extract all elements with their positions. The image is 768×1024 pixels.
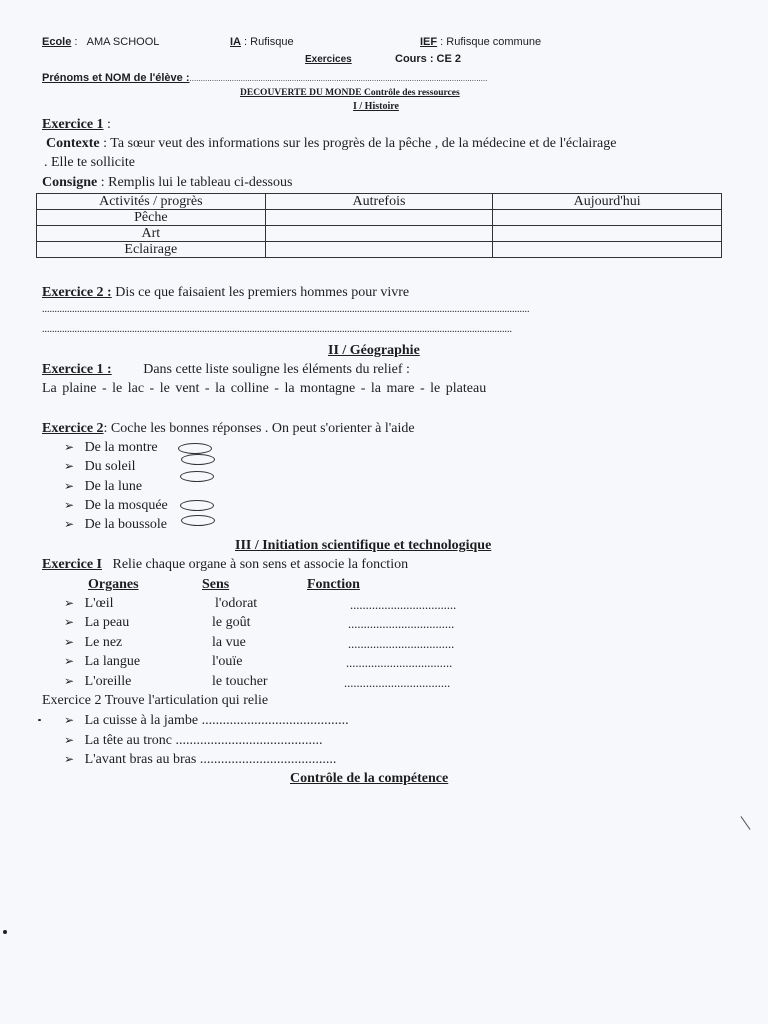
organe-label: L'oreille (84, 674, 132, 689)
checkbox-oval[interactable] (178, 443, 212, 454)
table-header-cell: Activités / progrès (37, 194, 266, 210)
checkbox-oval[interactable] (181, 454, 215, 465)
organe-label: L'œil (84, 596, 114, 611)
table-row-label: Art (37, 226, 266, 242)
table-header-cell: Aujourd'hui (493, 194, 722, 210)
arrow-bullet-icon: ➢ (64, 517, 75, 531)
table-row (37, 242, 722, 258)
ia-label: IA (230, 36, 241, 48)
col-organes: Organes (88, 577, 139, 592)
articulation-item (64, 733, 323, 749)
table-answer-cell[interactable] (265, 242, 493, 258)
geo-ex2-text: : Coche les bonnes réponses . On peut s'orienter à l'aide (103, 421, 415, 436)
articulation-item (64, 752, 336, 768)
histoire-ex2-line (42, 285, 409, 301)
choice-label: Du soleil (84, 459, 136, 474)
table-answer-cell[interactable] (265, 226, 493, 242)
arrow-bullet-icon: ➢ (64, 752, 75, 766)
arrow-bullet-icon: ➢ (64, 733, 75, 747)
checkbox-oval[interactable] (180, 500, 214, 511)
ief-value: Rufisque commune (446, 36, 542, 48)
sens-item[interactable]: la vue (212, 635, 246, 650)
table-row (37, 226, 722, 242)
sci-ex1-text: Relie chaque organe à son sens et associe la fonction (112, 557, 409, 572)
arrow-bullet-icon: ➢ (64, 498, 75, 512)
ecole-line: Ecole : AMA SCHOOL (42, 36, 160, 48)
organe-item[interactable] (64, 635, 122, 651)
choice-item (64, 517, 167, 533)
answer-dots-line[interactable]: ............................................................................................................................................................................................ (42, 324, 512, 335)
table-answer-cell[interactable] (493, 226, 722, 242)
scan-speck (38, 719, 41, 721)
arrow-bullet-icon: ➢ (64, 654, 75, 668)
answer-dots-line[interactable]: ................................................................................................................................................................................................... (42, 304, 530, 315)
arrow-bullet-icon: ➢ (64, 615, 75, 629)
fonction-dots[interactable]: .................................. (350, 598, 457, 612)
col-fonction: Fonction (307, 577, 360, 592)
table-header-cell: Autrefois (265, 194, 493, 210)
organe-item[interactable] (64, 654, 140, 670)
ecole-value: AMA SCHOOL (86, 36, 160, 48)
histoire-ex1-heading: Exercice 1 : (42, 117, 111, 132)
choice-item (64, 479, 142, 495)
contexte-line: Contexte : Ta sœur veut des informations sur les progrès de la pêche , de la médecine et de l'éclairage (46, 136, 617, 151)
scan-mark (741, 816, 751, 830)
arrow-bullet-icon: ➢ (64, 713, 75, 727)
checkbox-oval[interactable] (181, 515, 215, 526)
eleve-dots: ...................................................................................................................................... (189, 74, 488, 83)
organe-item[interactable] (64, 615, 129, 631)
cours-label: Cours : CE 2 (395, 53, 462, 65)
sci-ex1-label: Exercice I (42, 557, 102, 572)
fonction-dots[interactable]: .................................. (348, 637, 455, 651)
ief-label: IEF (420, 36, 438, 48)
checkbox-oval[interactable] (180, 471, 214, 482)
eleve-line (42, 72, 487, 84)
organe-item[interactable] (64, 596, 114, 612)
progres-table (36, 193, 722, 258)
arrow-bullet-icon: ➢ (64, 596, 75, 610)
sci-ex1-line (42, 557, 408, 573)
geo-ex1-text: Dans cette liste souligne les éléments du relief : (143, 362, 410, 377)
geo-ex2-label: Exercice 2 (42, 421, 104, 436)
consigne-text: Remplis lui le tableau ci-dessous (108, 175, 293, 190)
table-answer-cell[interactable] (493, 210, 722, 226)
consigne-line: Consigne : Remplis lui le tableau ci-dessous (42, 175, 293, 190)
sens-item[interactable]: l'ouïe (212, 654, 243, 669)
articulation-label[interactable]: La tête au tronc .......................................... (84, 733, 323, 748)
sens-item[interactable]: le goût (212, 615, 251, 630)
table-row-label: Pêche (37, 210, 266, 226)
histoire-ex2-label: Exercice 2 : (42, 285, 112, 300)
arrow-bullet-icon: ➢ (64, 440, 75, 454)
main-title: DECOUVERTE DU MONDE Contrôle des ressources (240, 88, 460, 98)
choice-item (64, 498, 168, 514)
histoire-ex2-text: Dis ce que faisaient les premiers hommes pour vivre (115, 285, 410, 300)
choice-item (64, 440, 158, 456)
table-answer-cell[interactable] (493, 242, 722, 258)
contexte-text: Ta sœur veut des informations sur les progrès de la pêche , de la médecine et de l'éclairage (110, 136, 617, 151)
table-answer-cell[interactable] (265, 210, 493, 226)
sci-ex2-line: Exercice 2 Trouve l'articulation qui relie (42, 693, 269, 708)
contexte-text2: . Elle te sollicite (44, 155, 135, 170)
relief-list[interactable]: La plaine - le lac - le vent - la colline - la montagne - la mare - le plateau (42, 381, 487, 396)
choice-label: De la montre (84, 440, 158, 455)
choice-label: De la boussole (84, 517, 167, 532)
choice-label: De la mosquée (84, 498, 168, 513)
arrow-bullet-icon: ➢ (64, 479, 75, 493)
controle-title: Contrôle de la compétence (290, 771, 449, 786)
histoire-title: I / Histoire (353, 101, 399, 112)
articulation-label[interactable]: L'avant bras au bras ....................................... (84, 752, 337, 767)
choice-label: De la lune (84, 479, 143, 494)
organe-label: La langue (84, 654, 141, 669)
arrow-bullet-icon: ➢ (64, 674, 75, 688)
eleve-label: Prénoms et NOM de l'élève : (42, 72, 190, 84)
arrow-bullet-icon: ➢ (64, 459, 75, 473)
scan-speck (3, 930, 7, 934)
ia-value: Rufisque (250, 36, 294, 48)
sciences-title: III / Initiation scientifique et technologique (235, 538, 492, 553)
fonction-dots[interactable]: .................................. (346, 656, 453, 670)
articulation-label[interactable]: La cuisse à la jambe .......................................... (84, 713, 349, 728)
contexte-label: Contexte (46, 136, 100, 151)
geo-ex1-label: Exercice 1 : (42, 362, 112, 377)
organe-item[interactable] (64, 674, 131, 690)
organe-label: Le nez (84, 635, 123, 650)
ief-line: IEF : Rufisque commune (420, 36, 542, 48)
articulation-item (64, 713, 349, 729)
arrow-bullet-icon: ➢ (64, 635, 75, 649)
table-row (37, 210, 722, 226)
table-header-row (37, 194, 722, 210)
sens-item[interactable]: l'odorat (215, 596, 258, 611)
fonction-dots[interactable]: .................................. (348, 617, 455, 631)
exercices-label: Exercices (305, 54, 352, 65)
ia-line: IA : Rufisque (230, 36, 294, 48)
table-row-label: Eclairage (37, 242, 266, 258)
choice-item (64, 459, 136, 475)
sens-item[interactable]: le toucher (212, 674, 268, 689)
col-sens: Sens (202, 577, 230, 592)
consigne-label: Consigne (42, 175, 98, 190)
geo-ex2-line (42, 421, 415, 437)
histoire-ex1-label: Exercice 1 (42, 117, 104, 132)
ecole-label: Ecole (42, 36, 72, 48)
organe-label: La peau (84, 615, 130, 630)
geographie-title: II / Géographie (328, 343, 420, 358)
fonction-dots[interactable]: .................................. (344, 676, 451, 690)
geo-ex1-line (42, 362, 410, 378)
